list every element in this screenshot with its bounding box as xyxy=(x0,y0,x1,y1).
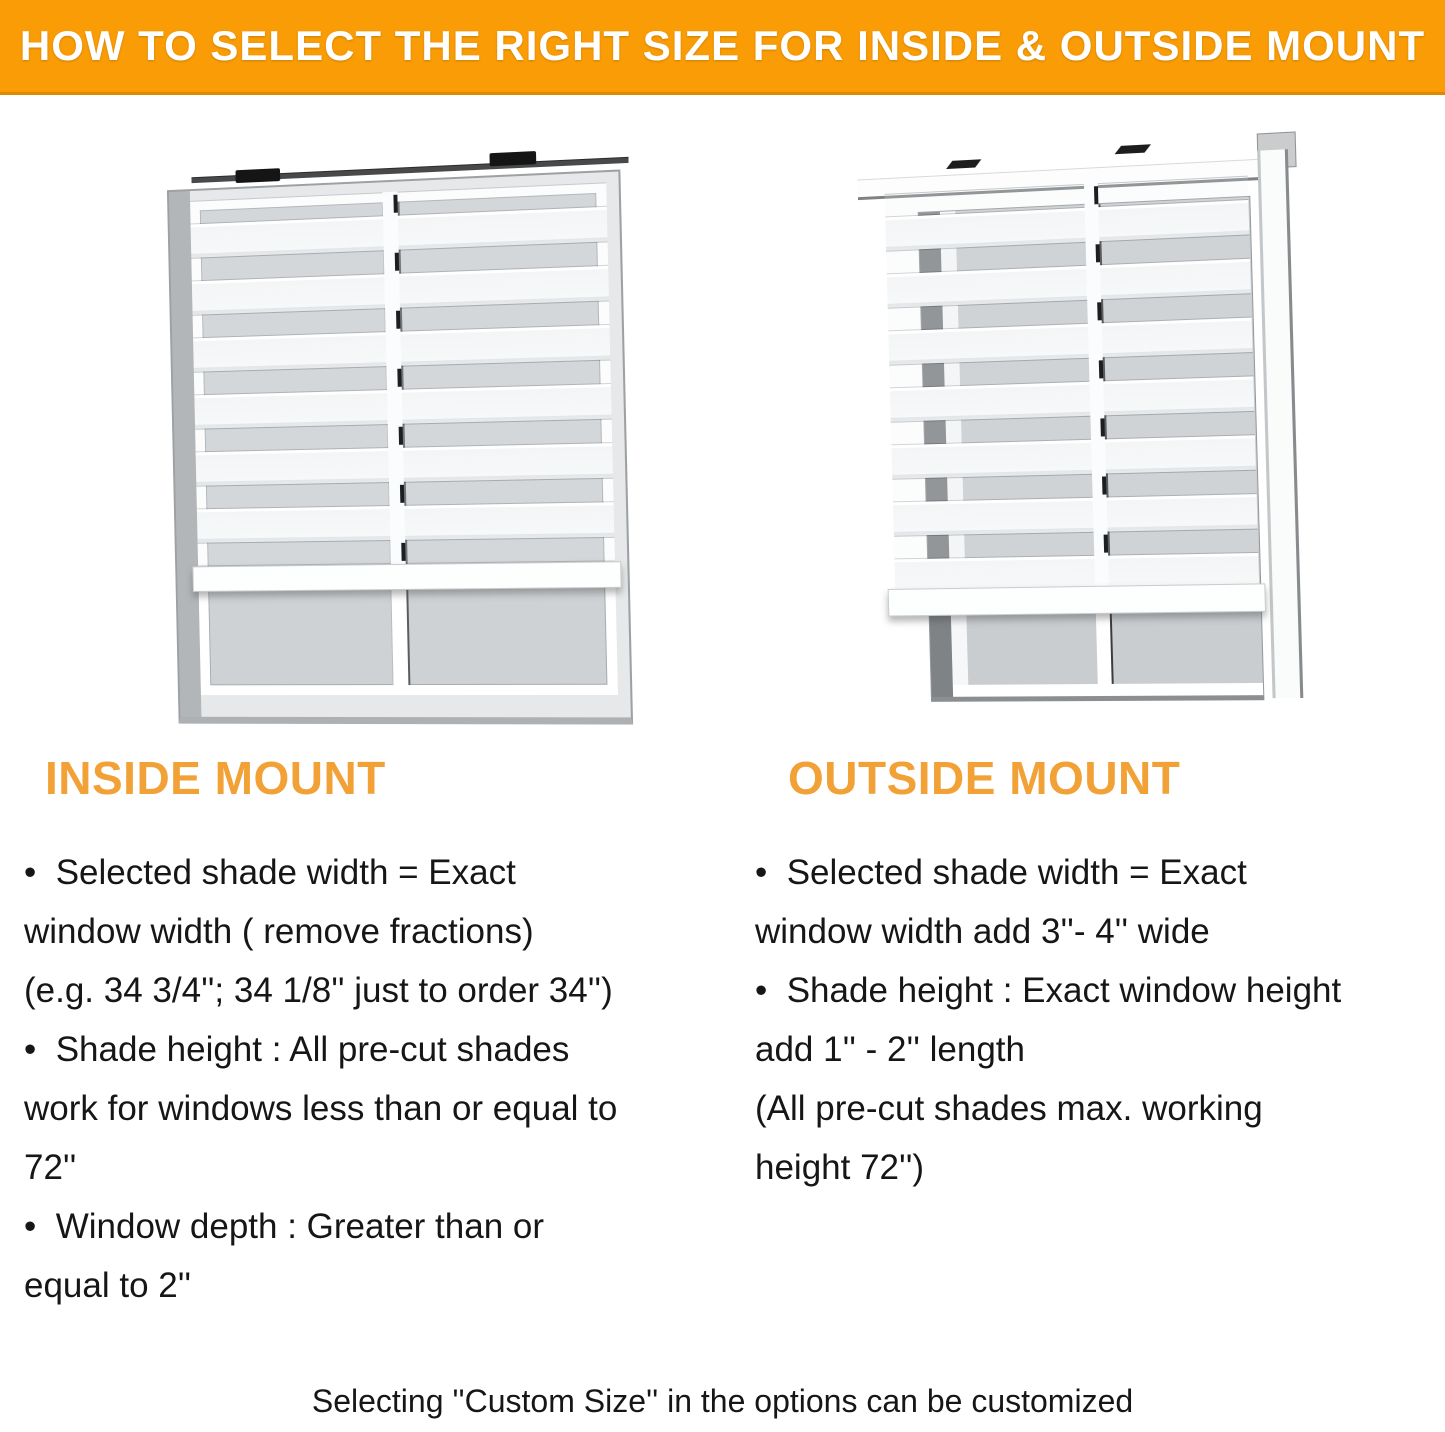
text-line: (e.g. 34 3/4''; 34 1/8'' just to order 34'') xyxy=(24,971,613,1010)
inside-mount-window-illustration xyxy=(152,146,630,734)
text-line: 72'' xyxy=(24,1148,77,1187)
footer-note: Selecting ''Custom Size'' in the options can be customized xyxy=(311,1383,1134,1419)
headrail-bracket xyxy=(489,151,536,166)
text-line: window width add 3''- 4'' wide xyxy=(755,912,1210,951)
text-line: • Selected shade width = Exact xyxy=(755,853,1247,892)
inside-mount-heading: INSIDE MOUNT xyxy=(45,752,386,804)
text-line: window width ( remove fractions) xyxy=(24,912,534,951)
text-line: equal to 2'' xyxy=(24,1266,192,1305)
banner-title: HOW TO SELECT THE RIGHT SIZE FOR INSIDE & OUTSIDE MOUNT xyxy=(19,22,1426,69)
outside-mount-window xyxy=(857,126,1319,734)
text-line: (All pre-cut shades max. working xyxy=(755,1089,1263,1128)
text-line: add 1'' - 2'' length xyxy=(755,1030,1025,1069)
headrail-bracket xyxy=(235,168,280,183)
text-line: • Shade height : All pre-cut shades xyxy=(24,1030,570,1069)
outside-mount-text xyxy=(755,843,1341,1197)
zebra-blind xyxy=(885,176,1260,589)
top-banner xyxy=(0,0,1445,95)
window-right-casing xyxy=(1257,149,1303,698)
window-frame xyxy=(167,169,633,724)
text-line: • Window depth : Greater than or xyxy=(24,1207,545,1246)
text-line: • Shade height : Exact window height xyxy=(755,971,1342,1010)
inside-mount-text xyxy=(24,843,617,1315)
text-line: • Selected shade width = Exact xyxy=(24,853,516,892)
shelf-bracket xyxy=(1115,144,1151,154)
outside-mount-heading: OUTSIDE MOUNT xyxy=(788,752,1181,804)
zebra-blind xyxy=(190,182,615,566)
zebra-stripes xyxy=(885,176,1260,589)
sash-bottom xyxy=(953,683,1263,697)
outside-mount-window-illustration xyxy=(858,138,1308,733)
text-line: height 72'') xyxy=(755,1148,925,1187)
blind-bottom-rail xyxy=(888,583,1266,616)
shelf-bracket xyxy=(946,159,981,169)
text-line: work for windows less than or equal to xyxy=(24,1089,618,1128)
blind-bottom-rail xyxy=(192,561,621,592)
inside-mount-window xyxy=(153,134,640,734)
